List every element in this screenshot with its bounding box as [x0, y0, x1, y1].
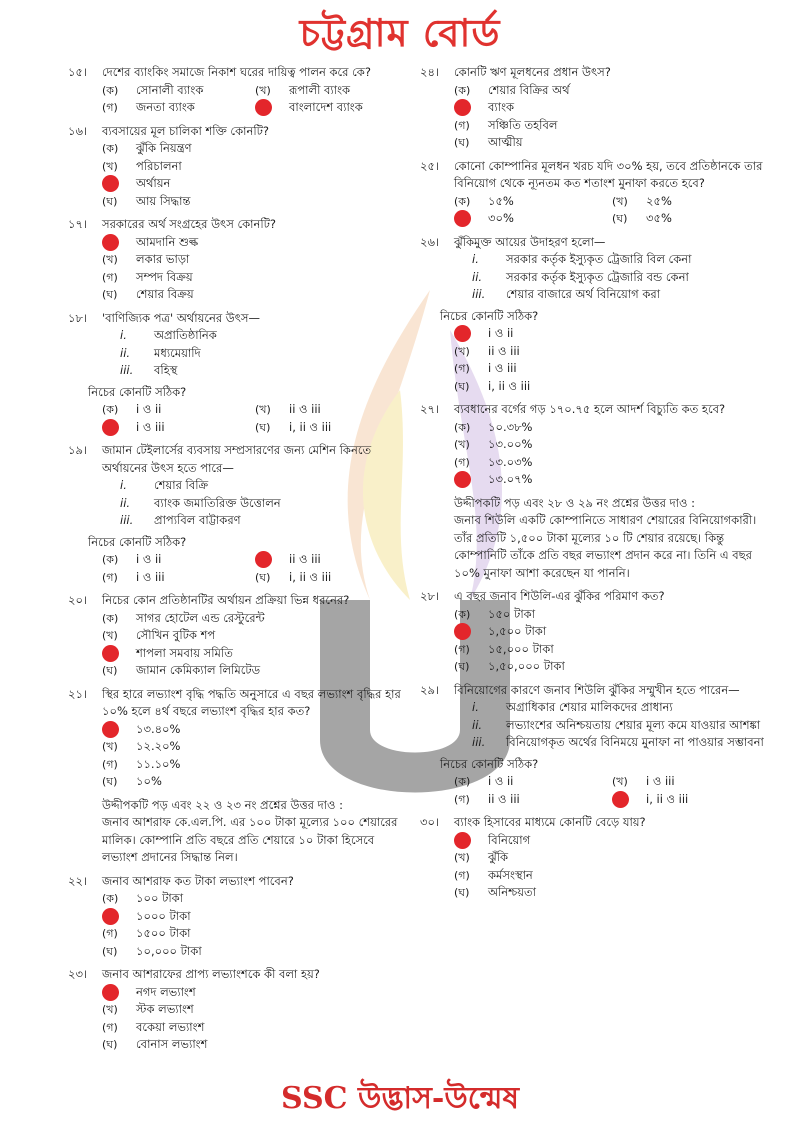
statement-text: বিনিয়োগকৃত অর্থের বিনিময়ে মুনাফা না পাওয়ার সম্ভাবনা [506, 735, 764, 749]
option-label: (খ) [454, 344, 470, 358]
option-text: ঝুঁকি নিয়ন্ত্রণ [136, 141, 192, 155]
option-text: ১৩.৪০% [136, 721, 181, 736]
statement [120, 512, 408, 530]
option-text: i, ii ও iii [488, 378, 531, 393]
option-correct [454, 471, 770, 489]
question-number: ২০। [68, 593, 88, 607]
question-24 [420, 64, 770, 152]
question-30 [420, 814, 770, 902]
option-label: (খ) [102, 1003, 118, 1016]
option [454, 117, 770, 135]
option [255, 82, 408, 100]
statement [472, 734, 770, 752]
option-label: (গ) [102, 101, 118, 114]
option [102, 925, 408, 943]
option-text: i ও ii [136, 402, 162, 416]
option [454, 606, 770, 624]
option [102, 1019, 408, 1037]
statement [120, 345, 408, 363]
option-label: (ক) [102, 892, 119, 905]
option [454, 419, 770, 437]
answer-marker [255, 551, 272, 568]
option-text: জনতা ব্যাংক [136, 100, 195, 114]
option-label: (গ) [454, 455, 470, 469]
option-label: (ঘ) [102, 664, 118, 677]
statement-numeral: i. [120, 328, 127, 342]
option-correct [255, 99, 408, 117]
option-correct [102, 721, 408, 739]
option [612, 210, 770, 228]
answer-marker [454, 99, 471, 116]
option [454, 658, 770, 676]
option-text: সম্পদ বিক্রয় [136, 269, 193, 284]
option-text: ১০০০ টাকা [136, 908, 191, 923]
option-label: (ঘ) [102, 775, 118, 788]
question-number: ৩০। [420, 815, 440, 829]
option [454, 343, 770, 361]
question-number: ২৬। [420, 234, 440, 249]
question-19 [68, 442, 408, 586]
option-text: অনিশ্চয়তা [488, 885, 536, 899]
option [102, 140, 408, 158]
option-text: সঞ্চিতি তহবিল [488, 117, 558, 132]
option [454, 134, 770, 152]
option-text: ১০০ টাকা [136, 891, 184, 905]
question-number: ২৭। [420, 402, 440, 416]
question-23 [68, 966, 408, 1054]
question-20 [68, 592, 408, 680]
question-number: ২৯। [420, 682, 440, 697]
option [102, 943, 408, 961]
option-label: (খ) [255, 403, 271, 416]
option [102, 251, 408, 269]
option-text: i ও ii [136, 552, 162, 566]
option-text: i ও iii [136, 569, 165, 584]
option-label: (ঘ) [255, 420, 271, 434]
question-26 [420, 234, 770, 396]
option-text: জামান কেমিক্যাল লিমিটেড [136, 663, 261, 677]
option-label: (গ) [102, 270, 118, 284]
option-label: (ক) [102, 553, 119, 566]
option-correct [102, 419, 255, 437]
option-label: (খ) [102, 740, 118, 753]
option-text: ১৩.০৭% [488, 472, 533, 486]
question-21 [68, 686, 408, 791]
option-label: (ঘ) [102, 194, 118, 208]
statement [472, 251, 770, 269]
option [454, 773, 612, 791]
option-label: (ঘ) [255, 570, 271, 584]
question-text: ব্যবসায়ের মূল চালিকা শক্তি কোনটি? [102, 123, 269, 138]
option-text: আমদানি শুল্ক [136, 234, 199, 249]
footer-brand: SSC উদ্ভাস-উন্মেষ [280, 1081, 520, 1116]
statement-text: ব্যাংক জমাতিরিক্ত উত্তোলন [154, 495, 281, 510]
option-text: শেয়ার বিক্রয় [136, 287, 194, 301]
option-text: লকার ভাড়া [136, 252, 190, 266]
option-label: (খ) [454, 438, 470, 451]
question-22 [68, 873, 408, 961]
option-text: বোনাস লভ্যাংশ [136, 1037, 208, 1051]
stimulus-passage [454, 495, 770, 583]
left-column [68, 64, 408, 1060]
option-text: আয় সিদ্ধান্ত [136, 193, 191, 208]
option-text: ii ও iii [488, 343, 520, 358]
option-text: i ও iii [646, 774, 675, 788]
statement [472, 699, 770, 717]
option-text: স্টক লভ্যাংশ [136, 1002, 194, 1016]
answer-marker [102, 419, 119, 436]
option-correct [454, 210, 612, 228]
option [102, 82, 255, 100]
option-text: ১০,০০০ টাকা [136, 943, 202, 958]
statement-numeral: i. [120, 478, 127, 492]
answer-marker [102, 908, 119, 925]
option-text: ঝুঁকি [488, 850, 509, 864]
answer-marker [454, 210, 471, 227]
option-label: (গ) [102, 927, 118, 940]
option [102, 1001, 408, 1019]
option-text: ৩৫% [646, 211, 672, 225]
option-label: (গ) [102, 570, 118, 584]
option [454, 884, 770, 902]
option-text: ii ও iii [488, 791, 520, 806]
option [454, 378, 770, 396]
answer-marker [454, 471, 471, 488]
statement-numeral: ii. [472, 717, 483, 732]
question-29 [420, 682, 770, 809]
question-16 [68, 123, 408, 211]
option-label: (খ) [102, 629, 118, 642]
option-text: ১৫০ টাকা [488, 606, 536, 621]
option [102, 756, 408, 774]
option [102, 286, 408, 304]
option [454, 641, 770, 659]
passage-text: জনাব আশরাফ কে.এল.পি. এর ১০০ টাকা মূল্যের ১০০ শেয়ারের মালিক। কোম্পানি প্রতি বছরে প্রতি শেয়ারে ১০ টাকা হিসেবে লভ্যাংশ প্রদানের সিদ্ধান্ত নিল। [102, 815, 398, 864]
option [454, 454, 770, 472]
question-text: ব্যাংক হিসাবের মাধ্যমে কোনটি বেড়ে যায়? [454, 815, 646, 829]
answer-marker [102, 645, 119, 662]
option [102, 269, 408, 287]
option-label: (ঘ) [454, 379, 470, 393]
option-text: i ও ii [488, 326, 514, 340]
option-text: বাংলাদেশ ব্যাংক [289, 100, 363, 114]
option-text: i, ii ও iii [289, 569, 332, 584]
option-label: (ঘ) [102, 944, 118, 958]
question-number: ২৫। [420, 158, 440, 173]
option-correct [102, 234, 408, 252]
statement-numeral: iii. [472, 735, 486, 749]
question-text: 'বাণিজ্যিক পত্র' অর্থায়নের উৎস— [102, 310, 261, 325]
option-text: কর্মসংস্থান [488, 867, 533, 882]
option-label: (ঘ) [454, 136, 470, 149]
question-15 [68, 64, 408, 117]
option-label: (ক) [454, 83, 471, 97]
question-text: নিচের কোন প্রতিষ্ঠানটির অর্থায়ন প্রক্রিয়া ভিন্ন ধরনের? [102, 593, 350, 607]
statement [120, 362, 408, 380]
option-text: অর্থায়ন [136, 176, 171, 190]
option-label: (ক) [102, 611, 119, 625]
question-text: জনাব আশরাফের প্রাপ্য লভ্যাংশকে কী বলা হয়? [102, 967, 320, 981]
option-label: (খ) [255, 83, 271, 97]
statement-text: শেয়ার বাজারে অর্থ বিনিয়োগ করা [506, 287, 661, 301]
option-label: (ঘ) [102, 1038, 118, 1051]
question-number: ১৭। [68, 217, 88, 231]
answer-marker [102, 234, 119, 251]
question-text: সরকারের অর্থ সংগ্রহের উৎস কোনটি? [102, 217, 277, 231]
option-label: (গ) [454, 118, 470, 132]
option [102, 193, 408, 211]
option [102, 627, 408, 645]
statement-numeral: iii. [120, 513, 134, 527]
option-text: ব্যাংক [488, 100, 515, 114]
question-number: ১৬। [68, 123, 88, 138]
option-text: পরিচালনা [136, 158, 182, 173]
question-text: কোনটি ঋণ মূলধনের প্রধান উৎস? [454, 65, 611, 79]
question-25 [420, 158, 770, 228]
option-text: শাপলা সমবায় সমিতি [136, 645, 233, 660]
passage-intro: উদ্দীপকটি পড় এবং ২২ ও ২৩ নং প্রশ্নের উত্তর দাও : [102, 797, 344, 812]
option-text: i ও iii [488, 361, 517, 375]
option-label: (গ) [454, 868, 470, 882]
statement-text: সরকার কর্তৃক ইস্যুকৃত ট্রেজারি বন্ড কেনা [506, 269, 689, 284]
answer-marker [102, 721, 119, 738]
option [454, 360, 770, 378]
option [612, 193, 770, 211]
option [102, 662, 408, 680]
question-28 [420, 588, 770, 676]
option [102, 773, 408, 791]
statement-numeral: iii. [120, 363, 134, 377]
option-text: রূপালী ব্যাংক [289, 82, 351, 97]
answer-marker [102, 984, 119, 1001]
option-correct [102, 908, 408, 926]
option-text: ১৩.০০% [488, 437, 533, 451]
right-column [420, 64, 770, 908]
option-text: ১,৫০০ টাকা [488, 624, 547, 638]
option-label: (ক) [102, 142, 119, 155]
question-number: ১৯। [68, 443, 88, 457]
option-label: (ক) [102, 83, 119, 97]
option-text: ৩০% [488, 211, 514, 225]
option-label: (ক) [454, 607, 471, 621]
option-label: (ঘ) [102, 288, 118, 301]
question-text: দেশের ব্যাংকিং সমাজে নিকাশ ঘরের দায়িত্ব পালন করে কে? [102, 65, 371, 79]
option-label: (ঘ) [454, 660, 470, 673]
option [102, 158, 408, 176]
option [454, 791, 612, 809]
option [454, 436, 770, 454]
option-label: (গ) [454, 642, 470, 656]
question-text: কোনো কোম্পানির মূলধন খরচ যদি ৩০% হয়, তবে প্রতিষ্ঠানকে তার বিনিয়োগ থেকে ন্যূনতম কত শতাংশ মুনাফা করতে হবে? [454, 158, 763, 190]
statement-text: বহিস্থ [154, 363, 178, 377]
option-text: ২৫% [646, 193, 672, 208]
question-number: ১৫। [68, 65, 88, 79]
option-correct [454, 325, 770, 343]
option [454, 82, 770, 100]
sub-question: নিচের কোনটি সঠিক? [440, 308, 539, 323]
option [102, 401, 255, 419]
option [102, 890, 408, 908]
question-17 [68, 216, 408, 304]
statement-text: লভ্যাংশের অনিশ্চয়তায় শেয়ার মূল্য কমে যাওয়ার আশঙ্কা [506, 717, 761, 732]
answer-marker [255, 99, 272, 116]
option-text: ১৫% [488, 193, 514, 208]
option [255, 401, 408, 419]
option [102, 610, 408, 628]
option [102, 738, 408, 756]
option-label: (ক) [454, 775, 471, 788]
option-label: (খ) [612, 775, 628, 788]
question-number: ২৪। [420, 65, 440, 79]
answer-marker [102, 175, 119, 192]
option [454, 849, 770, 867]
statement-numeral: ii. [472, 269, 483, 284]
sub-question: নিচের কোনটি সঠিক? [88, 534, 187, 549]
statement [120, 495, 408, 513]
option-text: ১১.১০% [136, 756, 181, 771]
option-text: বকেয়া লভ্যাংশ [136, 1019, 205, 1034]
statement [472, 717, 770, 735]
statement-text: প্রাপ্যবিল বাট্টাকরণ [154, 513, 241, 527]
statement-numeral: ii. [120, 495, 131, 510]
stimulus-passage [102, 797, 408, 867]
question-text: বিনিয়োগের কারণে জনাব শিউলি ঝুঁকির সম্মুখীন হতে পারেন— [454, 682, 740, 697]
option-text: সোনালী ব্যাংক [136, 82, 204, 97]
statement-text: অগ্রাধিকার শেয়ার মালিকদের প্রাধান্য [506, 700, 673, 714]
option-label: (খ) [454, 851, 470, 864]
statement [120, 477, 408, 495]
option [255, 569, 408, 587]
sub-question: নিচের কোনটি সঠিক? [440, 756, 539, 771]
question-number: ১৮। [68, 310, 88, 325]
option-label: (খ) [102, 159, 118, 173]
question-text: ব্যবধানের বর্গের গড় ১৭০.৭৫ হলে আদর্শ বিচ্যুতি কত হবে? [454, 402, 726, 416]
question-number: ২৩। [68, 967, 88, 981]
question-text: ঝুঁকিমুক্ত আয়ের উদাহরণ হলো— [454, 234, 606, 249]
option-correct [454, 832, 770, 850]
option [102, 551, 255, 569]
answer-marker [454, 623, 471, 640]
statement-text: অপ্রাতিষ্ঠানিক [154, 328, 217, 342]
option-correct [454, 623, 770, 641]
option [454, 193, 612, 211]
option [454, 867, 770, 885]
option-label: (ঘ) [612, 212, 628, 225]
option-text: ii ও iii [289, 552, 321, 566]
question-text: এ বছর জনাব শিউলি-এর ঝুঁকির পরিমাণ কত? [454, 589, 665, 603]
statement-text: সরকার কর্তৃক ইস্যুকৃত ট্রেজারি বিল কেনা [506, 252, 692, 266]
option-label: (গ) [102, 757, 118, 771]
option-text: নগদ লভ্যাংশ [136, 984, 196, 999]
passage-text: জনাব শিউলি একটি কোম্পানিতে সাধারণ শেয়ারের বিনিয়োগকারী। তাঁর প্রতিটি ১,৫০০ টাকা মূল্যের ১০ টি শেয়ার রয়েছে। কিন্তু কোম্পানিটি তাঁকে প্রতি বছর লভ্যাংশ প্রদান করে না। তিনি এ বছর ১০% মুনাফা আশা করেছেন যা পাননি। [454, 513, 757, 580]
option-label: (ক) [454, 420, 471, 434]
option-correct [102, 175, 408, 193]
question-27 [420, 401, 770, 489]
option-label: (ক) [102, 403, 119, 416]
option-correct [102, 645, 408, 663]
option-text: সৌখিন বুটিক শপ [136, 628, 216, 642]
option-text: ১০.৩৮% [488, 419, 533, 434]
option-correct [612, 791, 770, 809]
statement [120, 327, 408, 345]
option [102, 1036, 408, 1054]
statement [472, 269, 770, 287]
question-number: ২১। [68, 686, 88, 701]
statement-text: মধ্যমেয়াদি [154, 345, 201, 360]
option-text: ১২.২০% [136, 739, 181, 753]
option-text: i ও ii [488, 774, 514, 788]
statement-numeral: i. [472, 700, 479, 714]
option-correct [255, 551, 408, 569]
option-label: (গ) [102, 1020, 118, 1034]
option [102, 569, 255, 587]
question-text: জনাব আশরাফ কত টাকা লভ্যাংশ পাবেন? [102, 873, 294, 888]
answer-marker [454, 832, 471, 849]
option-text: সাগর হোটেল এন্ড রেস্টুরেন্ট [136, 610, 265, 625]
answer-marker [612, 791, 629, 808]
statement-numeral: iii. [472, 287, 486, 301]
option-text: i, ii ও iii [289, 419, 332, 434]
answer-marker [454, 325, 471, 342]
option [102, 99, 255, 117]
option-text: ১০% [136, 774, 162, 788]
option-text: ১৫,০০০ টাকা [488, 641, 554, 656]
option-label: (ক) [454, 194, 471, 208]
option-text: বিনিয়োগ [488, 832, 531, 847]
statement-text: শেয়ার বিক্রি [154, 478, 209, 492]
option-label: (খ) [102, 253, 118, 266]
option-text: আত্মীয় [488, 135, 523, 149]
question-text: স্থির হারে লভ্যাংশ বৃদ্ধি পদ্ধতি অনুসারে এ বছর লভ্যাংশ বৃদ্ধির হার ১০% হলে ৪র্থ বছরে লভ্যাংশ বৃদ্ধির হার কত? [102, 686, 401, 718]
option-text: i, ii ও iii [646, 791, 689, 806]
option-text: শেয়ার বিক্রির অর্থ [488, 82, 570, 97]
option-label: (খ) [612, 194, 628, 208]
option-text: ii ও iii [289, 402, 321, 416]
option-label: (গ) [454, 792, 470, 806]
question-text: জামান টেইলার্সের ব্যবসায় সম্প্রসারণের জন্য মেশিন কিনতে অর্থায়নের উৎস হতে পারে— [102, 443, 372, 475]
question-18 [68, 310, 408, 437]
option-correct [102, 984, 408, 1002]
statement-numeral: ii. [120, 345, 131, 360]
option-label: (গ) [454, 362, 470, 375]
option-correct [454, 99, 770, 117]
passage-intro: উদ্দীপকটি পড় এবং ২৮ ও ২৯ নং প্রশ্নের উত্তর দাও : [454, 495, 695, 510]
option-label: (ঘ) [454, 886, 470, 899]
statement [472, 286, 770, 304]
option-text: ১৫০০ টাকা [136, 926, 191, 940]
option-text: ১৩.০৩% [488, 454, 533, 469]
option [255, 419, 408, 437]
question-number: ২২। [68, 873, 88, 888]
option-text: ১,৫০,০০০ টাকা [488, 659, 565, 673]
page-title: চট্টগ্রাম বোর্ড [299, 11, 501, 55]
option [612, 773, 770, 791]
sub-question: নিচের কোনটি সঠিক? [88, 384, 187, 399]
option-text: i ও iii [136, 419, 165, 434]
statement-numeral: i. [472, 252, 479, 266]
question-number: ২৮। [420, 589, 440, 603]
